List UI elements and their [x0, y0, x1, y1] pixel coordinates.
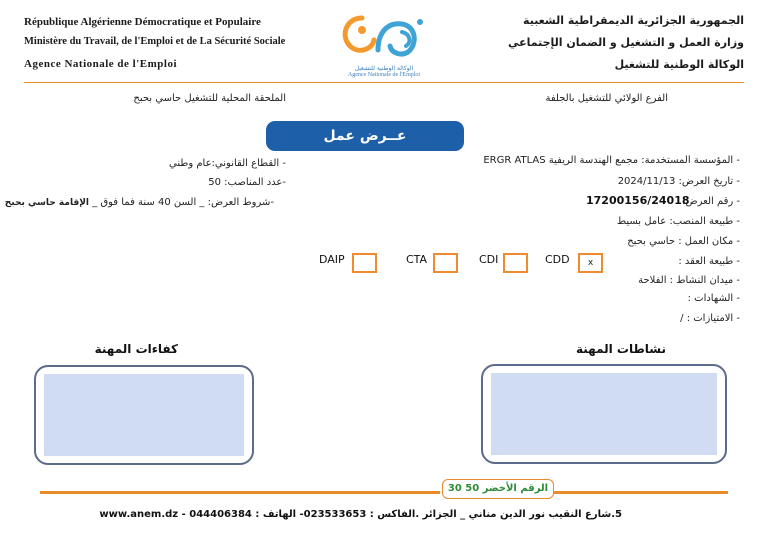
header-ar-line2: وزارة العمل و التشغيل و الضمان الإجتماعي [507, 36, 744, 49]
field-offer-number-label: - رقم العرض: [682, 196, 740, 207]
footer-address: 5.شارع النقيب نور الدين مناني _ الجزائر .الفاكس : 023533653- الهاتف : 044406384 - www.anem.dz [99, 509, 622, 520]
activities-panel-area [491, 373, 717, 455]
contract-cta-checkbox[interactable] [433, 253, 458, 273]
field-employer: - المؤسسة المستخدمة: مجمع الهندسة الريفية ERGR ATLAS [483, 155, 740, 166]
footer-line-right [554, 491, 728, 494]
anem-logo [332, 10, 436, 78]
contract-cdi-checkbox[interactable] [503, 253, 528, 273]
skills-panel-area [44, 374, 244, 456]
field-offer-number-value: 17200156/24018 [586, 194, 690, 207]
activities-heading: نشاطات المهنة [575, 342, 666, 356]
anem-logo-icon [332, 10, 436, 66]
field-diplomas: - الشهادات : [687, 293, 740, 304]
header-fr-line3: Agence Nationale de l'Emploi [24, 58, 178, 70]
contract-cdd-checkbox[interactable]: x [578, 253, 603, 273]
contract-cdi-label: CDI [479, 253, 499, 266]
green-number-badge: الرقم الأخضر 50 30 [442, 479, 554, 499]
field-activity-domain: - ميدان النشاط : الفلاحة [638, 275, 740, 286]
header-ar-line1: الجمهورية الجزائرية الديمقراطية الشعبية [523, 14, 744, 27]
field-legal-sector: - القطاع القانوني:عام وطني [169, 158, 286, 169]
logo-caption-fr: Agence Nationale de l'Emploi [347, 72, 421, 78]
contract-cta-label: CTA [406, 253, 428, 266]
logo-caption-ar: الوكالة الوطنية للتشغيل [354, 65, 414, 72]
contract-daip-label: DAIP [319, 253, 345, 266]
field-offer-conditions [5, 197, 274, 208]
header-divider [24, 82, 744, 83]
skills-panel[interactable] [34, 365, 254, 465]
footer-line-left [40, 491, 440, 494]
field-contract-type: - طبيعة العقد : [678, 256, 740, 267]
branch-right: الفرع الولائي للتشغيل بالجلفة [545, 93, 668, 104]
contract-daip-checkbox[interactable] [352, 253, 377, 273]
field-offer-date: - تاريخ العرض: 2024/11/13 [617, 176, 740, 187]
header-fr-line1: République Algérienne Démocratique et Populaire [24, 16, 261, 28]
activities-panel[interactable] [481, 364, 727, 464]
field-positions-count: -عدد المناصب: 50 [208, 177, 286, 188]
header-ar-line3: الوكالة الوطنية للتشغيل [614, 58, 744, 71]
field-position-type: - طبيعة المنصب: عامل بسيط [616, 216, 740, 227]
conditions-text: -شروط العرض: _ السن 40 سنة فما فوق _ [89, 197, 274, 208]
field-workplace: - مكان العمل : حاسي بحبح [627, 236, 740, 247]
header-fr-line2: Ministère du Travail, de l'Emploi et de La Sécurité Sociale [24, 36, 286, 47]
contract-cdd-label: CDD [545, 253, 570, 266]
branch-left: الملحقة المحلية للتشغيل حاسي بحبح [133, 93, 286, 104]
skills-heading: كفاءات المهنة [94, 342, 178, 356]
page-title: عــرض عمل [266, 121, 464, 151]
conditions-residence: الإقامة حاسي بحبح [4, 198, 90, 208]
field-benefits: - الامتيازات : / [680, 313, 740, 324]
